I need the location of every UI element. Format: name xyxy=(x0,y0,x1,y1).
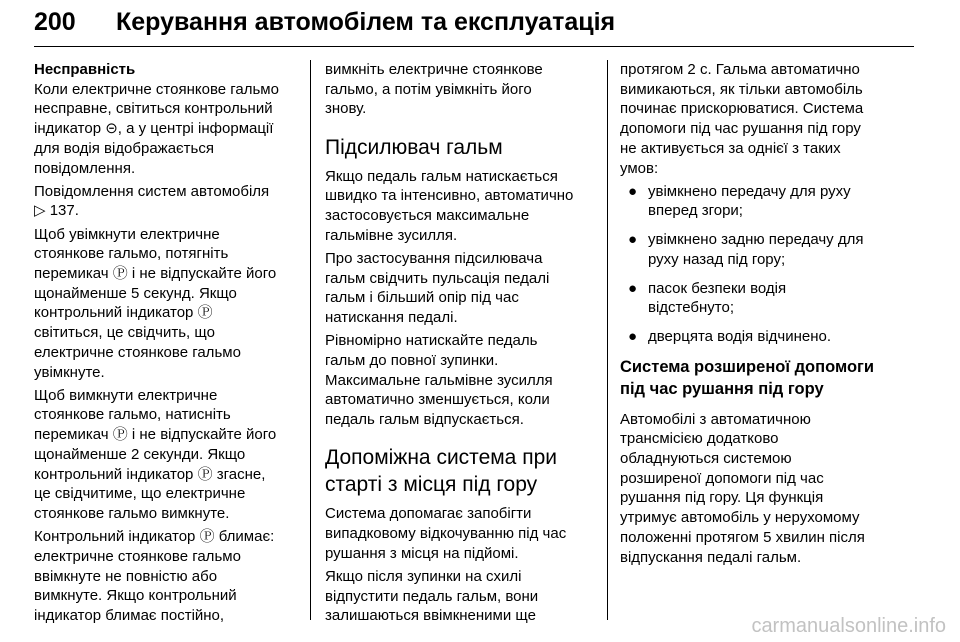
column-1 xyxy=(34,60,299,629)
column-2 xyxy=(325,60,593,629)
column-3 xyxy=(620,60,890,571)
paragraph: Коли електричне стоянкове гальмо несправне, світиться контрольний індикатор ⊝, а у центрі інформації для водія відображається повідомлення. xyxy=(34,80,279,177)
paragraph: Система допомагає запобігти випадковому відкочуванню під час рушання з місця на підйомі. xyxy=(325,505,567,562)
paragraph: Щоб вимкнути електричне стоянкове гальмо, натисніть перемикач Ⓟ і не відпускайте його щонайменше 2 секунди. Якщо контрольний індикатор Ⓟ згасне, це свідчитиме, що електричне стоянкове гальмо вимкнуте. xyxy=(34,386,277,522)
conditions-list xyxy=(620,182,890,347)
paragraph: вимкніть електричне стоянкове гальмо, а потім увімкніть його знову. xyxy=(325,61,543,118)
paragraph: Про застосування підсилювача гальм свідчить пульсація педалі гальм і більший опір під час натискання педалі. xyxy=(325,249,550,327)
page-title: Керування автомобілем та експлуатація xyxy=(116,8,616,36)
list-item: ● увімкнено передачу для руху вперед згори; xyxy=(628,182,851,220)
column-divider-1 xyxy=(310,60,311,620)
watermark: carmanualsonline.info xyxy=(751,615,946,637)
heading-extended-hill-start-assist: Система розширеної допомоги під час рушання під гору xyxy=(620,357,875,398)
paragraph: Автомобілі з автоматичною трансмісією додатково обладнуються системою розширеної допомоги під час рушання під гору. Ця функція утримує автомобіль у нерухомому положенні протягом 5 хвилин після відпускання педалі гальм. xyxy=(620,410,865,566)
list-item: ● увімкнено задню передачу для руху назад під гору; xyxy=(628,231,864,268)
paragraph: Якщо педаль гальм натискається швидко та інтенсивно, автоматично застосовується максимальне гальмівне зусилля. xyxy=(325,167,574,244)
page-number: 200 xyxy=(34,8,76,36)
paragraph: протягом 2 с. Гальма автоматично вимикаються, як тільки автомобіль починає прискорюватися. Система допомоги під час рушання під гору не активується за однієї з таких умов: xyxy=(620,61,864,177)
heading-brake-booster: Підсилювач гальм xyxy=(325,135,503,159)
column-divider-2 xyxy=(607,60,608,620)
heading-hill-start-assist: Допоміжна система при старті з місця під гору xyxy=(325,446,557,497)
paragraph: Контрольний індикатор Ⓟ блимає: електричне стоянкове гальмо ввімкнуте не повністю або вимкнуте. Якщо контрольний індикатор блимає постійно, xyxy=(34,528,275,624)
paragraph: Щоб увімкнути електричне стоянкове гальмо, потягніть перемикач Ⓟ і не відпускайте його щонайменше 5 секунд. Якщо контрольний індикатор Ⓟ світиться, це свідчить, що електричне стоянкове гальмо увімкнуте. xyxy=(34,225,277,381)
bullet-icon: ● xyxy=(628,327,638,345)
bullet-icon: ● xyxy=(628,182,638,200)
paragraph: Якщо після зупинки на схилі відпустити педаль гальм, вони залишаються ввімкненими ще xyxy=(325,567,539,625)
list-item: ● дверцята водія відчинено. xyxy=(628,327,832,345)
page-header xyxy=(34,4,914,44)
header-rule xyxy=(34,46,914,47)
paragraph: Рівномірно натискайте педаль гальм до повної зупинки. Максимальне гальмівне зусилля автоматично зменшується, коли педаль гальм відпускається. xyxy=(325,332,553,429)
list-item: ● пасок безпеки водія відстебнуто; xyxy=(628,279,787,317)
bullet-icon: ● xyxy=(628,231,638,249)
subheading-malfunction: Несправність xyxy=(34,61,136,78)
paragraph-reference: Повідомлення систем автомобіля ▷ 137. xyxy=(34,182,270,220)
bullet-icon: ● xyxy=(628,279,638,297)
